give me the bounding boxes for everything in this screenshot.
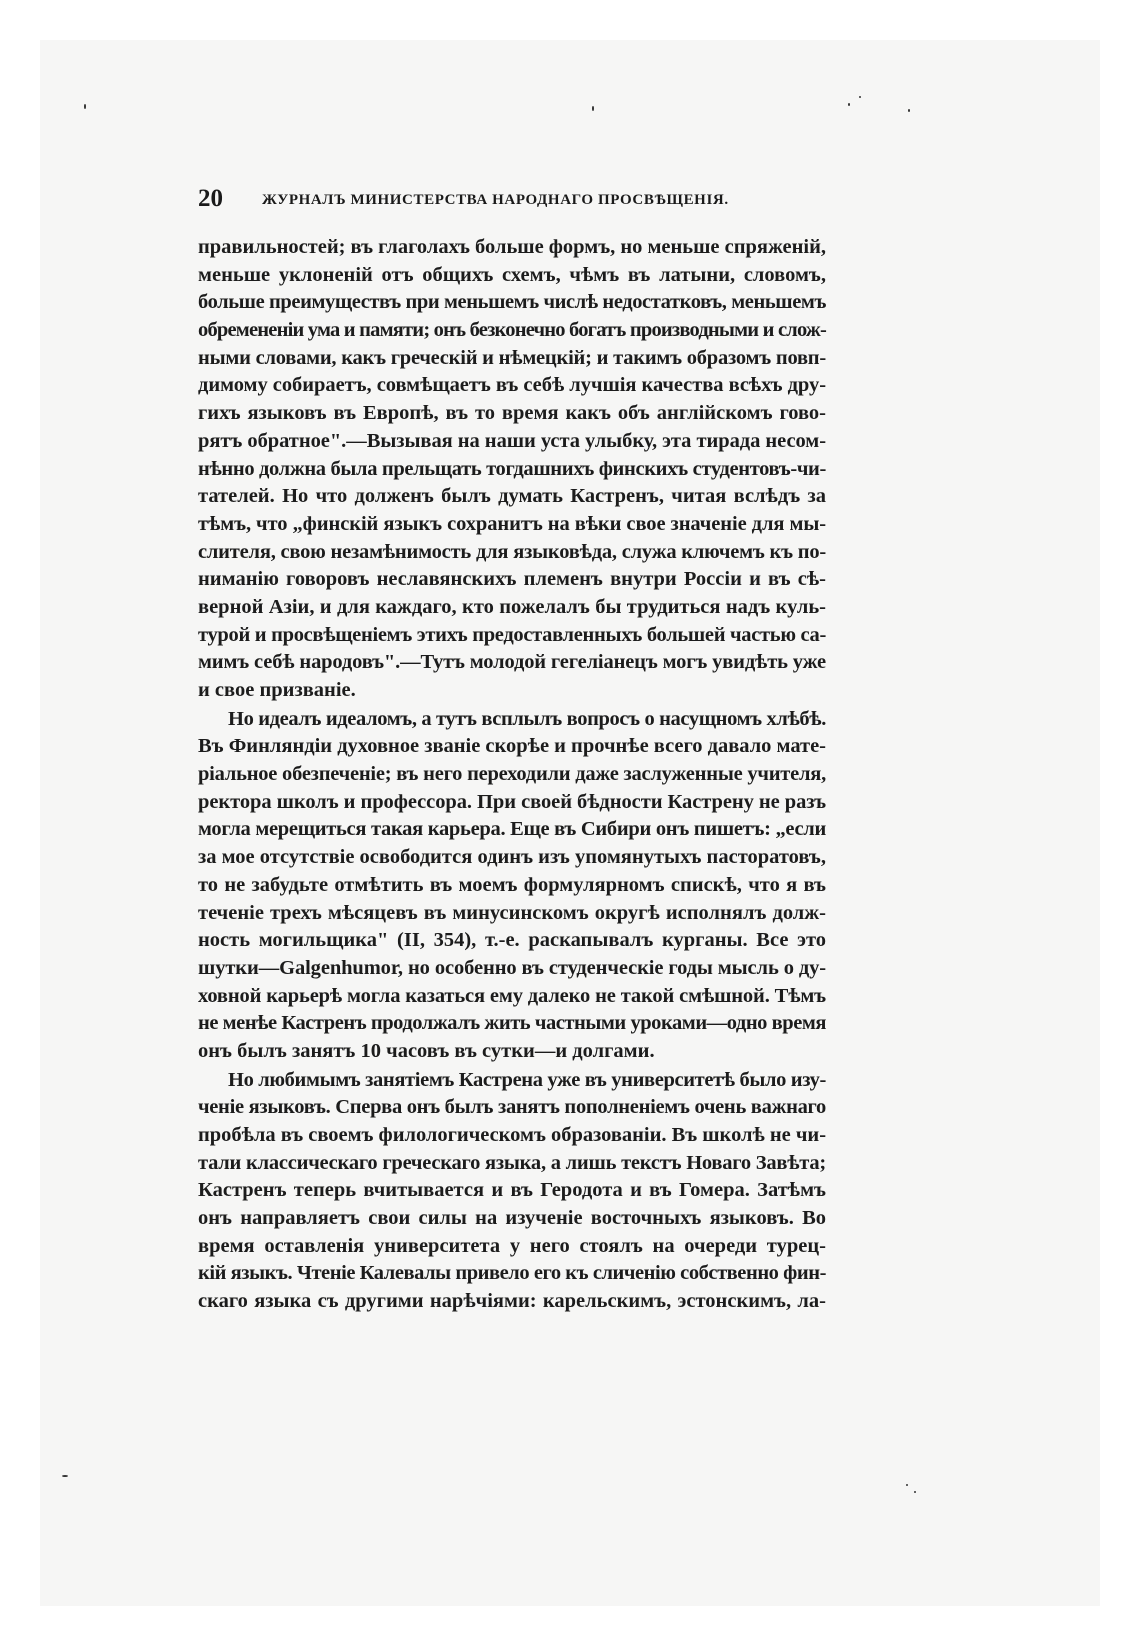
page-header (198, 185, 826, 219)
text-line: тѣмъ, что „финскій языкъ сохранитъ на вѣки свое значеніе для мы- (198, 512, 826, 535)
text-line: правильностей; въ глаголахъ больше формъ, но меньше спряженій, (198, 236, 826, 258)
text-line: скаго языка съ другими нарѣчіями: карельскимъ, эстонскимъ, ла- (198, 1290, 826, 1313)
text-line: рятъ обратное".—Вызывая на наши уста улыбку, эта тирада несом- (198, 429, 826, 452)
scan-speck (906, 1484, 908, 1486)
text-line: онъ направляетъ свои силы на изученіе восточныхъ языковъ. Во (198, 1207, 826, 1230)
text-line: больше преимуществъ при меньшемъ числѣ недостатковъ, меньшемъ (198, 291, 826, 314)
text-line: гихъ языковъ въ Европѣ, въ то время какъ объ англійскомъ гово- (198, 402, 826, 425)
text-line: кій языкъ. Чтеніе Калевалы привело его къ сличенію собственно фин- (198, 1262, 826, 1285)
text-line: ріальное обезпеченіе; въ него переходили даже заслуженные учителя, (198, 763, 826, 786)
text-line: тателей. Но что долженъ былъ думать Кастренъ, читая вслѣдъ за (198, 485, 826, 508)
text-line: ченіе языковъ. Сперва онъ былъ занятъ пополненіемъ очень важнаго (198, 1096, 826, 1119)
text-line: меньше уклоненій отъ общихъ схемъ, чѣмъ въ латыни, словомъ, (198, 263, 826, 286)
scan-speck (859, 96, 861, 98)
scan-speck (84, 104, 86, 109)
page-number: 20 (198, 185, 223, 212)
text-line: за мое отсутствіе освободится одинъ изъ упомянутыхъ пасторатовъ, (198, 846, 826, 869)
text-line: ховной карьерѣ могла казаться ему далеко не такой смѣшной. Тѣмъ (198, 984, 826, 1007)
text-line: теченіе трехъ мѣсяцевъ въ минусинскомъ округѣ исполнялъ долж- (198, 901, 826, 924)
text-line: ректора школъ и профессора. При своей бѣдности Кастрену не разъ (198, 790, 826, 813)
text-line: ность могильщика" (II, 354), т.-е. раскапывалъ курганы. Все это (198, 929, 826, 952)
text-line: и свое призваніе. (198, 679, 356, 701)
text-line: шутки—Galgenhumor, но особенно въ студенческіе годы мысль о ду- (198, 956, 826, 979)
paragraph-3 (198, 1067, 826, 1316)
body-text (198, 234, 826, 1317)
text-line: Но идеалъ идеаломъ, а тутъ всплылъ вопросъ о насущномъ хлѣбѣ. (228, 707, 826, 730)
text-line: Кастренъ теперь вчитывается и въ Геродота и въ Гомера. Затѣмъ (198, 1179, 826, 1202)
text-line: пробѣла въ своемъ филологическомъ образованіи. Въ школѣ не чи- (198, 1124, 826, 1146)
text-line: то не забудьте отмѣтить въ моемъ формулярномъ спискѣ, что я въ (198, 873, 826, 896)
text-line: обремененіи ума и памяти; онъ безконечно богатъ производными и слож- (198, 319, 826, 342)
text-line: димому собираетъ, совмѣщаетъ въ себѣ лучшія качества всѣхъ дру- (198, 374, 826, 397)
text-line: верной Азіи, и для каждаго, кто пожелалъ бы трудиться надъ куль- (198, 595, 826, 618)
scan-speck (848, 103, 850, 106)
text-line: могла мерещиться такая карьера. Еще въ Сибири онъ пишетъ: „если (198, 818, 826, 841)
text-line: турой и просвѣщеніемъ этихъ предоставленныхъ большей частью са- (198, 623, 826, 646)
text-line: ными словами, какъ греческій и нѣмецкій; и такимъ образомъ повп- (198, 346, 826, 369)
text-line: онъ былъ занятъ 10 часовъ въ сутки—и долгами. (198, 1039, 655, 1062)
scan-speck (908, 109, 910, 112)
scan-speck (62, 1475, 68, 1477)
scan-speck (914, 1491, 916, 1493)
paragraph-2 (198, 706, 826, 1066)
text-line: время оставленія университета у него стоялъ на очереди турец- (198, 1234, 826, 1257)
text-line: Но любимымъ занятіемъ Кастрена уже въ университетѣ было изу- (228, 1068, 826, 1091)
text-line: нѣнно должна была прельщать тогдашнихъ финскихъ студентовъ-чи- (198, 457, 826, 480)
text-line: мимъ себѣ народовъ".—Тутъ молодой гегеліанецъ могъ увидѣть уже (198, 651, 826, 674)
scan-speck (592, 106, 594, 111)
text-line: слителя, свою незамѣнимость для языковѣда, служа ключемъ къ по- (198, 540, 826, 563)
paragraph-1 (198, 234, 826, 705)
text-line: тали классическаго греческаго языка, а лишь текстъ Новаго Завѣта; (198, 1151, 826, 1174)
text-line: Въ Финляндіи духовное званіе скорѣе и прочнѣе всего давало мате- (198, 735, 826, 758)
text-line: ниманію говоровъ неславянскихъ племенъ внутри Россіи и въ сѣ- (198, 568, 826, 591)
running-title: ЖУРНАЛЪ МИНИСТЕРСТВА НАРОДНАГО ПРОСВѢЩЕНІЯ. (262, 192, 729, 208)
text-line: не менѣе Кастренъ продолжалъ жить частными уроками—одно время (198, 1012, 826, 1035)
